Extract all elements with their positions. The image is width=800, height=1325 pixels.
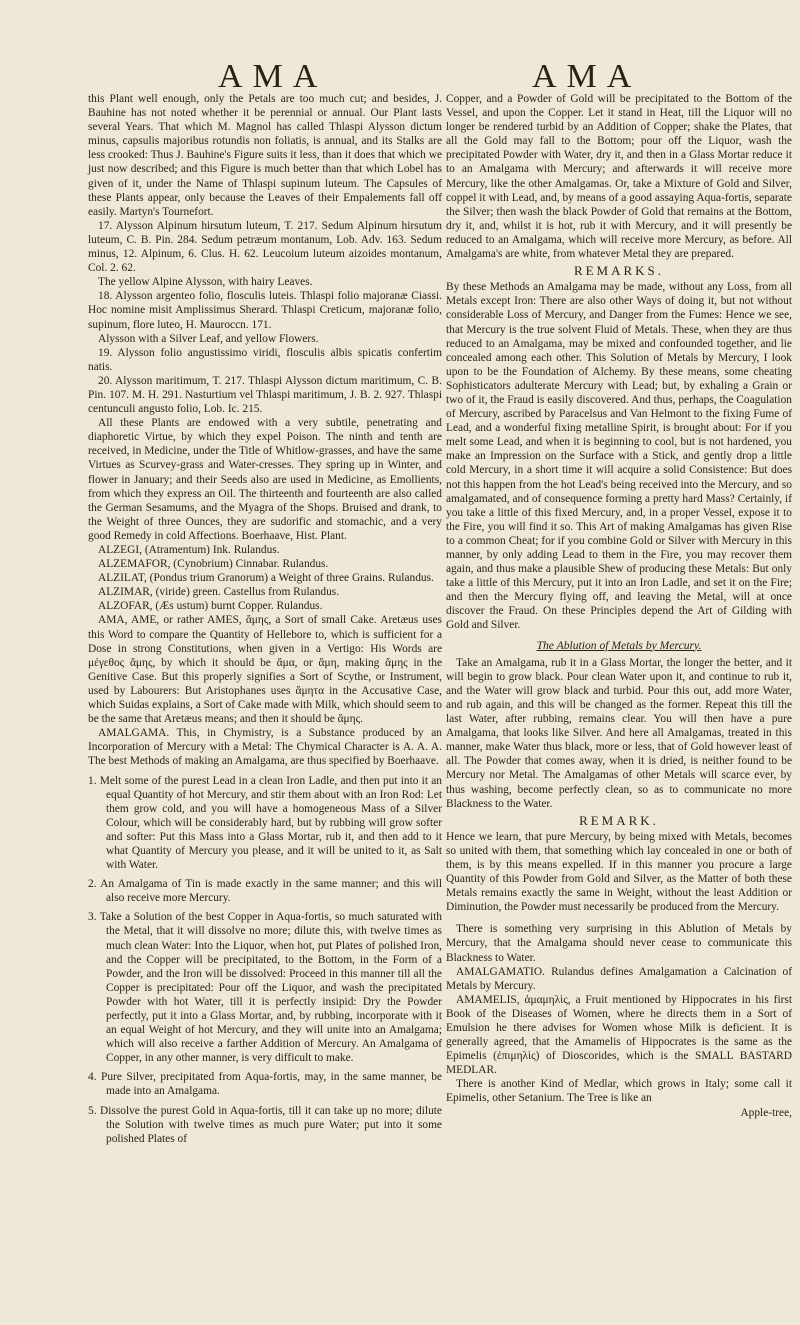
paragraph: this Plant well enough, only the Petals are too much cut; and besides, J. Bauhine has not noted whether it be perennial or annual. Our Plant lasts several Years. That which M. Magnol has called Thlaspi Alysson dictum minus, capsulis majoribus rotundis non foliatis, is annual, and its Stalks are less crooked: Thus J. Bauhine's Figure suits it less, than it does that which we just now described; and this Figure is much better than that which Lobel has given of it, under the Name of Thlaspi supinum luteum. The Capsules of these Plants appear, only because the Leaves of their Empalements fall off easily. Martyn's Tournefort. <box>88 93 442 218</box>
paragraph: 20. Alysson maritimum, T. 217. Thlaspi Alysson dictum maritimum, C. B. Pin. 107. M. H. 291. Nasturtium vel Thlaspi maritimum, J. B. 2. 927. Thlaspi centunculi angusto folio, Lob. Ic. 215. <box>88 374 442 416</box>
numbered-item: 3. Take a Solution of the best Copper in Aqua-fortis, so much saturated with the Metal, that it will dissolve no more; dilute this, with twelve times as much clean Water: Into the Liquor, when hot, put Plates of polished Iron, and the Copper will be precipitated, to the Bottom, in the Form of a Powder, and the Iron will be dissolved: Proceed in this manner till all the Copper is precipitated: Pour off the Liquor, and wash the precipitated Powder with hot Water, till it is perfectly insipid: Dry the Powder perfectly, put it into a Glass Mortar, and, by rubbing, incorporate with it an equal Weight of hot Mercury, and they will unite into an Amalgama; which will also receive a farther Addition of Mercury. An Amalgama of Copper, in any other manner, is very difficult to make. <box>88 911 442 1065</box>
paragraph: Take an Amalgama, rub it in a Glass Mortar, the longer the better, and it will begin to grow black. Pour clean Water upon it, and continue to rub it, and the Water will grow black and turbid. Pour this out, add more Water, and rub again, and this will be changed as the former. Repeat this till the last Water, after rubbing, remains clear. You will then have a pure Amalgama, that looks like Silver. And here all Amalgamas, treated in this manner, make Water thus black, more or less, that of Gold however least of all. The Powder that comes away, when it is dried, is neither found to be Mercury nor Metal. The Amalgamas of other Metals will scarce ever, by thus washing, become perfectly clean, so as to communicate no more Blackness to the Water. <box>446 656 792 810</box>
paragraph: 19. Alysson folio angustissimo viridi, flosculis albis spicatis confertim natis. <box>88 346 442 373</box>
dictionary-entry: AMALGAMA. This, in Chymistry, is a Substance produced by an Incorporation of Mercury with a Metal: The Chymical Character is A. A. A. The best Methods of making an Amalgama, are thus specified by Boerhaave. <box>88 727 442 768</box>
running-head-right: AMA <box>532 58 642 95</box>
dictionary-entry: AMAMELIS, ἀμαμηλὶς, a Fruit mentioned by Hippocrates in his first Book of the Diseases of Women, where he directs them in a Sort of Emulsion he there advises for Women whose Milk is deficient. It is generally agreed, that the Amamelis of Hippocrates is the same as the Epimelis (ἐπιμηλὶς) of Dioscorides, which is the SMALL BASTARD MEDLAR. <box>446 993 792 1077</box>
numbered-item: 4. Pure Silver, precipitated from Aqua-fortis, may, in the same manner, be made into an Amalgama. <box>88 1071 442 1098</box>
dictionary-entry: AMALGAMATIO. Rulandus defines Amalgamation a Calcination of Metals by Mercury. <box>446 965 792 992</box>
running-head-left: AMA <box>218 58 328 95</box>
numbered-item: 2. An Amalgama of Tin is made exactly in the same manner; and this will also receive more Mercury. <box>88 878 442 905</box>
paragraph: All these Plants are endowed with a very subtile, penetrating and diaphoretic Virtue, by which they expel Poison. The ninth and tenth are received, in Medicine, under the Title of Whitlow-grasses, and have the same Virtues as Scurvey-grass and Water-cresses. They spring up in Winter, and flower in January; and their Seeds also are used in Medicine, as Emollients, from which they express an Oil. The thirteenth and fourteenth are also called the German Sesamums, and the Myagra of the Shops. Bruised and drank, to the Weight of three Ounces, they are sudorific and stomachic, and a very good Remedy in cold Affections. Boerhaave, Hist. Plant. <box>88 417 442 542</box>
section-heading: REMARKS. <box>573 263 665 279</box>
paragraph: By these Methods an Amalgama may be made, without any Loss, from all Metals except Iron: There are also other Ways of doing it, but not without considerable Loss of Mercury, and Danger from the Fumes: Hence we see, that Mercury is the true solvent Fluid of Metals. These, when they are thus reduced to an Amalgama, may be mixed and confounded together, and lie concealed among each other. This Solution of Metals by Mercury, I look upon to be the Foundation of Alchemy. By these means, some cheating Sophisticators adulterate Mercury with Lead; but, by exhaling a Grain or two of it, the Fraud is easily discovered. And thus, perhaps, the Coagulation of Mercury, ascribed by Paracelsus and Van Helmont to the fixing Fume of Lead, and a wonderful fixing metalline Spirit, is brought about: For if you melt some Lead, and when it is beginning to cool, but is not hardened, you make an Impression on the Surface with a Stick, and gently drop a little cold Mercury, in a short time it will acquire a solid Consistence: But does not this happen from the hot Lead's being received into the Mercury, and so amalgamated, and of consequence forming a pretty hard Mass? Certainly, if you take a little of this fixed Mercury, and, in a proper Vessel, expose it to the Fire, you will find it so. This Art of making Amalgamas has given Rise to a common Cheat; for if you combine Gold or Silver with Mercury in this manner, by only adding Lead to them in the Fire, you may recover them again, and thus make a plausible Shew of producing these Metals: But only take a little of this Mercury, put it into an Iron Ladle, and set it on the Fire; and then the Mercury flying off, and leaving the Metal, will at once discover the Fraud. On these Principles depend the Art of Gilding with Gold and Silver. <box>446 281 792 632</box>
dictionary-entry: ALZOFAR, (Æs ustum) burnt Copper. Rulandus. <box>98 600 323 613</box>
paragraph: 18. Alysson argenteo folio, flosculis luteis. Thlaspi folio majoranæ Ciassi. Hoc nomine misit Amplissimus Sherard. Thlaspi Creticum, majoranæ folio, supinum, flore luteo, H. Mauroccn. 171. <box>88 290 442 331</box>
paragraph: Hence we learn, that pure Mercury, by being mixed with Metals, becomes so united with them, that something which lay concealed in one or both of them, is by this means expelled. If in this manner you procure a large Quantity of this Powder from Gold and Silver, as the Matter of both these Metals remains exactly the same in Weight, without the least Addition or Diminution, the Powder must necessarily be produced from the Mercury. <box>446 830 792 914</box>
catchword: Apple-tree, <box>740 1106 792 1119</box>
paragraph: The yellow Alpine Alysson, with hairy Leaves. <box>98 276 313 289</box>
dictionary-entry: ALZEMAFOR, (Cynobrium) Cinnabar. Rulandus. <box>98 558 329 571</box>
paragraph: 17. Alysson Alpinum hirsutum luteum, T. 217. Sedum Alpinum hirsutum luteum, C. B. Pin. 284. Sedum petræum montanum, Lob. Adv. 163. Sedum minus, 12. Alpinum, 6. Clus. H. 62. Leucoium luteum aizoides montanum, Col. 2. 62. <box>88 219 442 275</box>
left-column <box>88 92 442 1146</box>
dictionary-entry: ALZIMAR, (viride) green. Castellus from Rulandus. <box>98 586 340 599</box>
section-heading: REMARK. <box>579 812 659 828</box>
numbered-item: 5. Dissolve the purest Gold in Aqua-fortis, till it can take up no more; dilute the Solution with twelve times as much pure Water; put into it some polished Plates of <box>88 1104 442 1145</box>
right-column <box>446 92 792 1120</box>
dictionary-entry: ALZILAT, (Pondus trium Granorum) a Weight of three Grains. Rulandus. <box>98 572 434 585</box>
numbered-item: 1. Melt some of the purest Lead in a clean Iron Ladle, and then put into it an equal Quantity of hot Mercury, and stir them about with an Iron Rod: Let them grow cold, and you will have a homogeneous Mass of a Silver Colour, which will be considerably hard, but by rubbing will grow softer and softer: Put this Mass into a Glass Mortar, rub it, and then add to it what Quantity of Mercury you please, and it will be united to it, as Salt with Water. <box>88 774 442 872</box>
paragraph: Alysson with a Silver Leaf, and yellow Flowers. <box>98 332 319 345</box>
paragraph: Copper, and a Powder of Gold will be precipitated to the Bottom of the Vessel, and upon the Copper. Let it stand in Heat, till the Liquor will no longer be rendered turbid by an Addition of Copper; shake the Plates, that all the Gold may fall to the Bottom; pour off the Liquor, wash the precipitated Powder with Water, dry it, and then in a Glass Mortar reduce it to an Amalgama with Mercury; and afterwards it will receive more Mercury, like the other Amalgamas. Or, take a Mixture of Gold and Silver, coppel it with Lead, and, by means of a good assaying Aqua-fortis, separate the Silver; then wash the black Powder of Gold that remains at the Bottom, dry it, and, whilst it is hot, rub it with Mercury, and it will presently be reduced to an Amalgama, which will receive more Mercury, as before. All Amalgama's are white, from whatever Metal they are prepared. <box>446 93 792 261</box>
dictionary-entry: There is another Kind of Medlar, which grows in Italy; some call it Epimelis, other Setanium. The Tree is like an <box>446 1078 792 1105</box>
subsection-heading: The Ablution of Metals by Mercury. <box>536 638 702 652</box>
dictionary-entry: AMA, AME, or rather AMES, ἄμης, a Sort of small Cake. Aretæus uses this Word to compare the Quantity of Hellebore to, which is sufficient for a Dose in strong Constitutions, when given in a Vertigo: His Words are μέγεθος ἄμης, by which it should be ἄμα, or ἄμη, making ἄμης in the Genitive Case. But this properly signifies a Sort of Scythe, or Instrument, used by Labourers: But Aristophanes uses ἄμητα in the Accusative Case, which Suidas explains, a Sort of Cake made with Milk, which should seem to be the same that Aretæus means; and then it should be ἄμης. <box>88 614 442 726</box>
dictionary-entry: ALZEGI, (Atramentum) Ink. Rulandus. <box>98 544 280 556</box>
paragraph: There is something very surprising in this Ablution of Metals by Mercury, that the Amalgama should never cease to communicate this Blackness to Water. <box>446 923 792 964</box>
